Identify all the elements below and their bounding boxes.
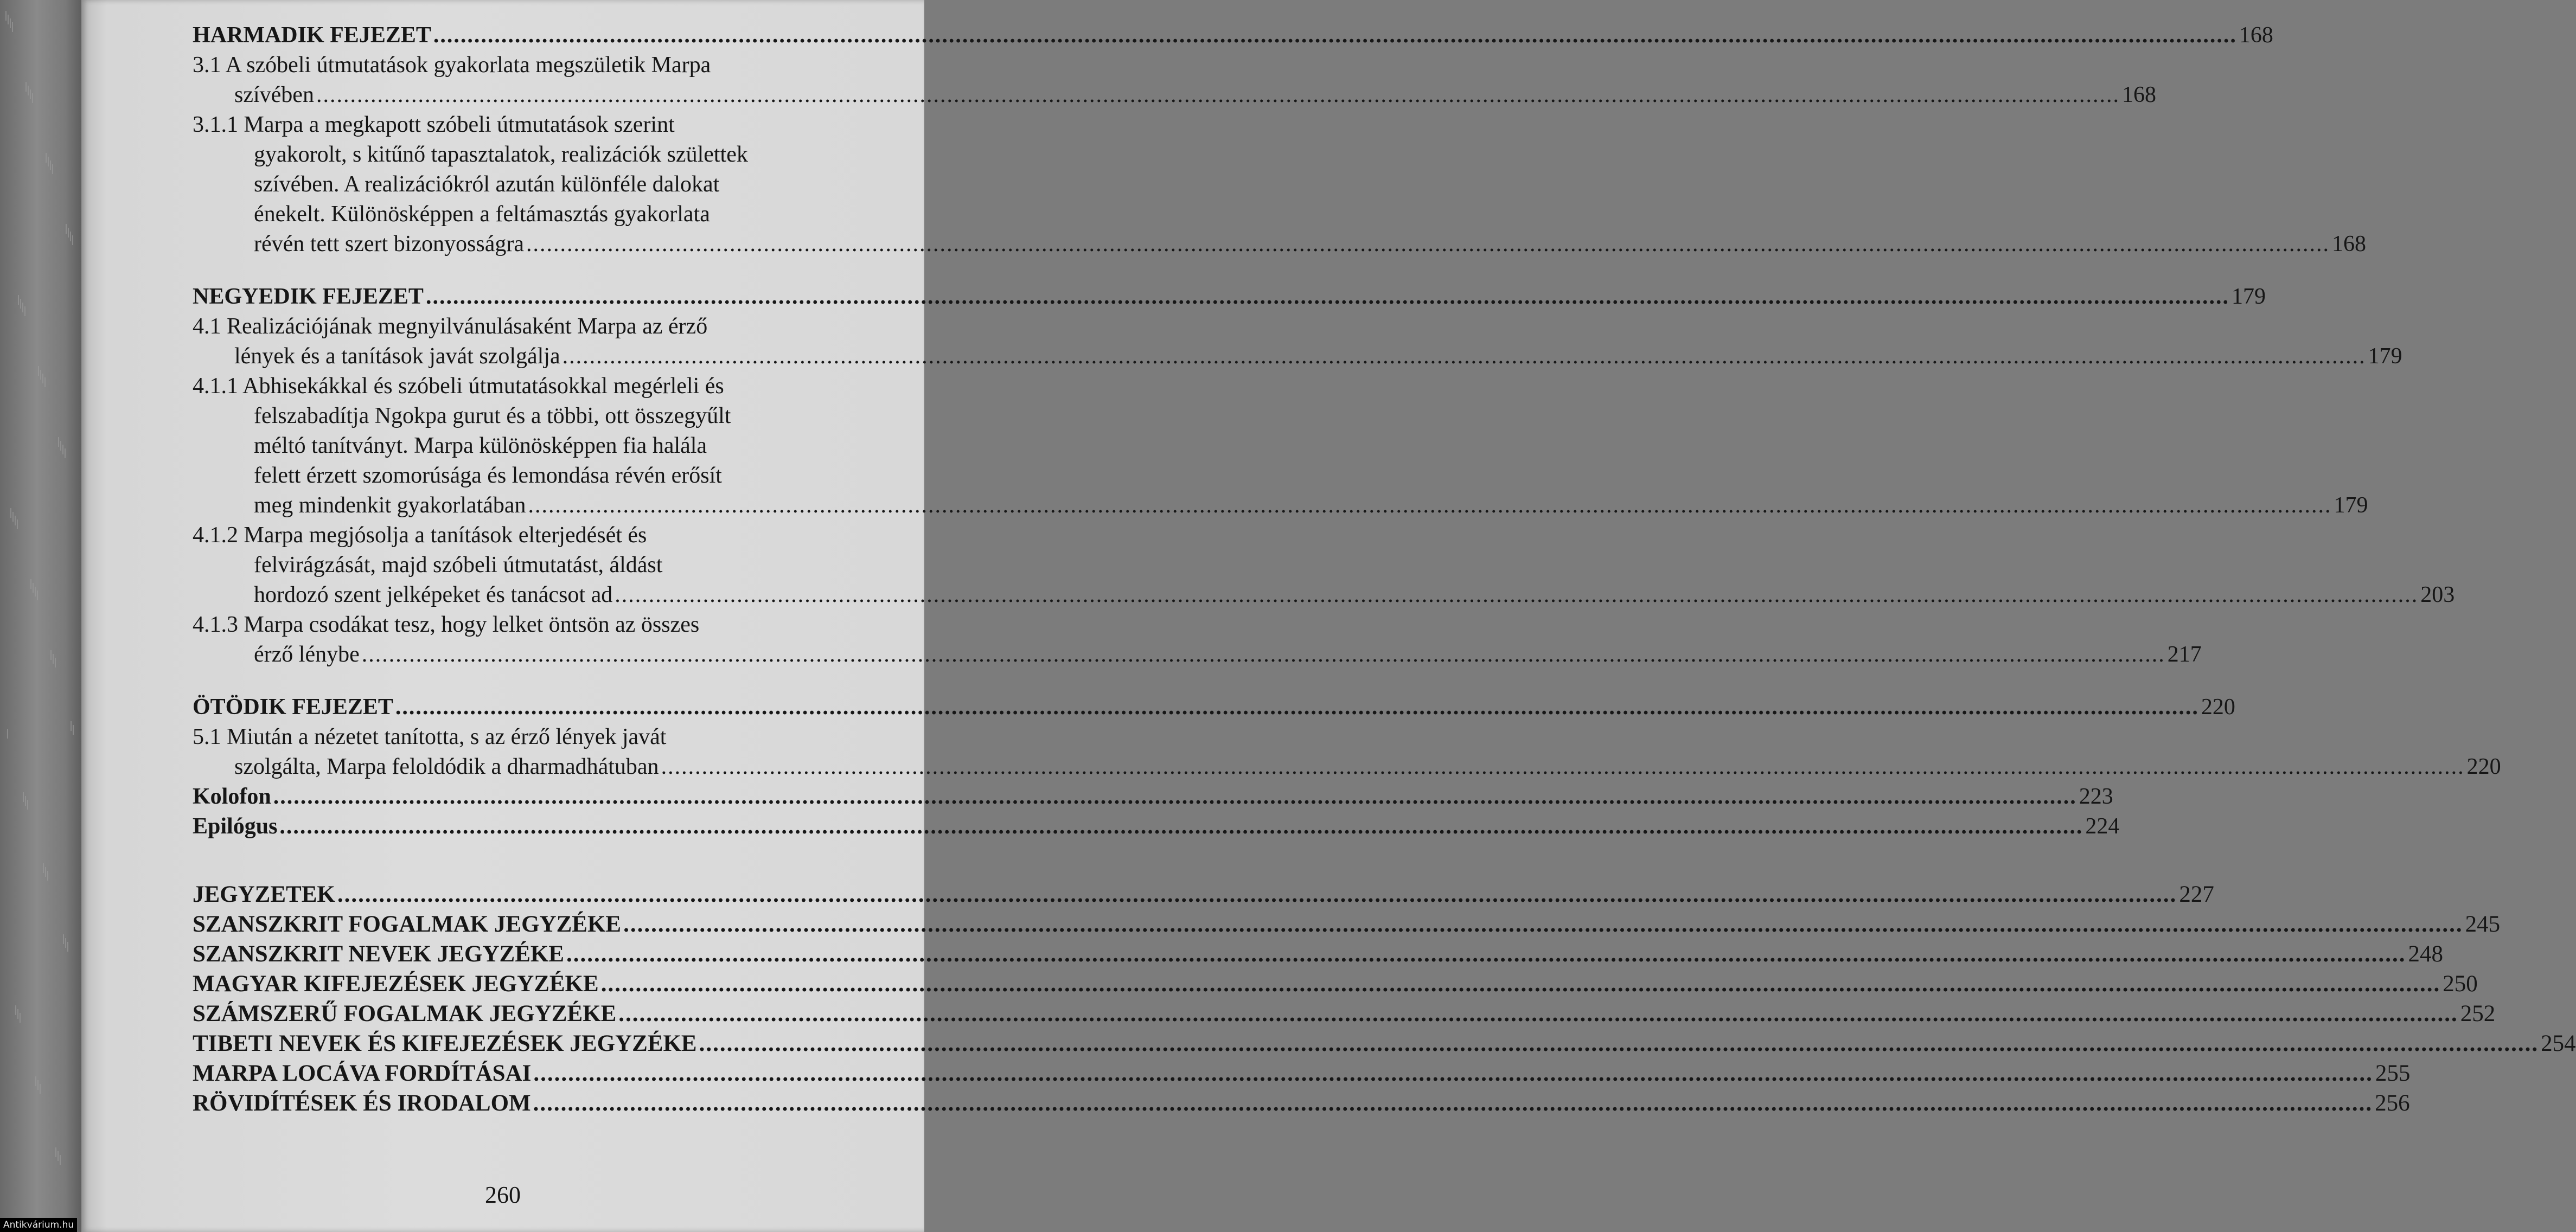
- spine-texture-mark: [58, 437, 59, 447]
- spine-texture-mark: [25, 796, 26, 806]
- toc-line: [193, 550, 967, 580]
- toc-line: [193, 461, 967, 491]
- toc-page-number: 256: [2375, 1090, 2410, 1116]
- toc-line: [193, 909, 2501, 939]
- toc-entry-bold-entry: [193, 812, 2120, 842]
- spine-texture-mark: [66, 224, 67, 234]
- spine-texture-mark: [15, 516, 16, 525]
- toc-line: [193, 401, 967, 431]
- toc-line-text: szívében: [234, 82, 314, 107]
- toc-line-text: hordozó szent jelképeket és tanácsot ad: [254, 582, 613, 607]
- toc-line-text: RÖVIDÍTÉSEK ÉS IRODALOM: [193, 1090, 531, 1116]
- toc-line-text: SZÁMSZERŰ FOGALMAK JEGYZÉKE: [193, 1001, 617, 1026]
- spine-texture-mark: [65, 448, 66, 458]
- toc-line-text: ÖTÖDIK FEJEZET: [193, 695, 393, 720]
- dot-leader: [601, 969, 2441, 999]
- toc-entry-section: [193, 110, 2366, 259]
- spine-texture-mark: [45, 867, 46, 877]
- toc-line: [193, 880, 2214, 909]
- toc-line-text: 5.1 Miután a nézetet tanította, s az érző lények javát: [193, 724, 667, 749]
- book-spine-shadow: [0, 0, 81, 1232]
- spine-texture-mark: [35, 1076, 36, 1086]
- toc-line-text: Epilógus: [193, 814, 278, 839]
- book-page: [81, 0, 2576, 1232]
- spine-texture-mark: [23, 792, 24, 802]
- spine-texture-mark: [27, 800, 28, 810]
- toc-line-text: NEGYEDIK FEJEZET: [193, 284, 424, 309]
- toc-line: [193, 1058, 2411, 1088]
- spine-texture-mark: [40, 1084, 41, 1094]
- toc-page-number: 220: [2201, 695, 2235, 720]
- dot-leader: [533, 1088, 2373, 1118]
- dot-leader: [661, 752, 2465, 782]
- toc-line-text: 3.1.1 Marpa a megkapott szóbeli útmutatások szerint: [193, 112, 675, 137]
- dot-leader: [279, 812, 2083, 842]
- dot-leader: [562, 342, 2366, 371]
- toc-page-number: 248: [2408, 941, 2444, 967]
- spine-texture-mark: [73, 725, 74, 735]
- toc-page-number: 227: [2179, 882, 2214, 907]
- spine-texture-mark: [38, 366, 39, 376]
- dot-leader: [699, 1029, 2539, 1058]
- toc-entry-index: [193, 939, 2444, 969]
- dot-leader: [526, 229, 2330, 259]
- toc-page-number: 168: [2239, 23, 2273, 48]
- table-of-contents: [193, 21, 2576, 1118]
- toc-entry-chapter: [193, 692, 2235, 722]
- dot-leader: [362, 640, 2165, 670]
- toc-line-text: 4.1.1 Abhisekákkal és szóbeli útmutatásokkal megérleli és: [193, 374, 724, 399]
- dot-leader: [433, 21, 2237, 50]
- toc-line-text: 4.1.3 Marpa csodákat tesz, hogy lelket öntsön az összes: [193, 612, 700, 637]
- toc-page-number: 217: [2167, 642, 2202, 667]
- toc-page-number: 252: [2460, 1001, 2496, 1026]
- dot-leader: [337, 880, 2177, 909]
- toc-line: [193, 640, 2202, 670]
- toc-line: [193, 722, 967, 752]
- spine-texture-mark: [24, 306, 25, 316]
- toc-line-text: Kolofon: [193, 784, 271, 809]
- toc-page-number: 168: [2331, 232, 2366, 256]
- toc-entry-index: [193, 999, 2496, 1029]
- spine-texture-mark: [50, 650, 52, 660]
- toc-line-text: felszabadítja Ngokpa gurut és a többi, ott összegyűlt: [254, 403, 731, 428]
- toc-line-text: felvirágzását, majd szóbeli útmutatást, áldást: [254, 553, 663, 578]
- spine-texture-mark: [10, 18, 11, 28]
- spine-texture-mark: [33, 583, 34, 593]
- toc-line-text: TIBETI NEVEK ÉS KIFEJEZÉSEK JEGYZÉKE: [193, 1031, 697, 1056]
- spine-texture-mark: [70, 232, 71, 241]
- toc-line: [193, 80, 2156, 110]
- spine-texture-mark: [28, 86, 29, 95]
- spine-texture-mark: [43, 863, 44, 873]
- spine-texture-mark: [53, 654, 54, 664]
- spine-texture-mark: [30, 579, 31, 589]
- toc-entry-index: [193, 1058, 2411, 1088]
- spine-texture-mark: [50, 161, 51, 170]
- toc-entry-index: [193, 1088, 2410, 1118]
- toc-line: [193, 752, 2501, 782]
- spine-texture-mark: [15, 1005, 16, 1015]
- toc-line: [193, 521, 967, 550]
- toc-line: [193, 50, 967, 80]
- spine-texture-mark: [67, 942, 68, 952]
- toc-line: [193, 812, 2120, 842]
- dot-leader: [533, 1058, 2373, 1088]
- toc-line-text: HARMADIK FEJEZET: [193, 23, 431, 48]
- toc-line: [193, 692, 2235, 722]
- toc-page-number: 179: [2368, 344, 2402, 369]
- toc-line: [193, 282, 2266, 312]
- spine-texture-mark: [17, 1009, 18, 1019]
- dot-leader: [566, 939, 2406, 969]
- spine-texture-mark: [57, 1151, 59, 1161]
- spine-texture-mark: [47, 871, 48, 881]
- toc-page-number: 245: [2465, 912, 2501, 937]
- toc-line: [193, 312, 967, 342]
- toc-page-number: 168: [2121, 82, 2156, 107]
- spine-texture-mark: [25, 82, 27, 92]
- toc-page-number: 223: [2079, 784, 2113, 809]
- toc-line: [193, 491, 2368, 521]
- toc-entry-chapter: [193, 21, 2273, 50]
- toc-line: [193, 170, 967, 200]
- toc-line: [193, 110, 967, 140]
- dot-leader: [395, 692, 2199, 722]
- spine-texture-mark: [62, 445, 63, 454]
- toc-entry-section: [193, 722, 2501, 782]
- toc-page-number: 179: [2334, 493, 2368, 518]
- dot-leader: [623, 909, 2463, 939]
- spine-texture-mark: [17, 519, 18, 529]
- toc-entry-bold-entry: [193, 782, 2113, 812]
- spine-texture-mark: [46, 153, 47, 163]
- toc-line-text: méltó tanítványt. Marpa különösképpen fia halála: [254, 433, 707, 458]
- spine-texture-mark: [7, 729, 8, 739]
- toc-page-number: 255: [2375, 1061, 2411, 1086]
- toc-line: [193, 580, 2455, 610]
- toc-line: [193, 200, 967, 229]
- toc-line-text: énekelt. Különösképpen a feltámasztás gyakorlata: [254, 202, 710, 227]
- dot-leader: [426, 282, 2229, 312]
- spine-texture-mark: [12, 512, 14, 522]
- toc-line-text: lények és a tanítások javát szolgálja: [234, 344, 560, 369]
- toc-line-text: felett érzett szomorúsága és lemondása révén erősít: [254, 463, 722, 488]
- spine-texture-mark: [65, 938, 66, 948]
- toc-entry-section: [193, 371, 2368, 521]
- toc-line: [193, 21, 2273, 50]
- toc-line-text: 4.1 Realizációjának megnyilvánulásaként Marpa az érző: [193, 314, 708, 339]
- spine-texture-mark: [10, 508, 11, 518]
- toc-entry-index: [193, 1029, 2576, 1058]
- toc-line: [193, 431, 967, 461]
- toc-page-number: 179: [2231, 284, 2266, 309]
- toc-line: [193, 229, 2366, 259]
- toc-line: [193, 969, 2478, 999]
- toc-line-text: MARPA LOCÁVA FORDÍTÁSAI: [193, 1061, 532, 1086]
- toc-line: [193, 999, 2496, 1029]
- spine-texture-mark: [30, 89, 31, 99]
- spine-texture-mark: [18, 295, 19, 305]
- spine-texture-mark: [55, 658, 56, 668]
- toc-line: [193, 1088, 2410, 1118]
- section-spacer: [193, 670, 967, 692]
- spine-texture-mark: [55, 1147, 56, 1157]
- toc-line-text: 4.1.2 Marpa megjósolja a tanítások elterjedését és: [193, 523, 647, 548]
- toc-line-text: JEGYZETEK: [193, 882, 335, 907]
- toc-page-number: 254: [2541, 1031, 2576, 1056]
- toc-line-text: érző lénybe: [254, 642, 360, 667]
- toc-page-number: 220: [2466, 754, 2501, 779]
- toc-line: [193, 342, 2402, 371]
- spine-texture-mark: [63, 934, 64, 944]
- spine-texture-mark: [20, 299, 21, 309]
- toc-line-text: szívében. A realizációkról azután különféle dalokat: [254, 172, 720, 197]
- toc-line-text: révén tett szert bizonyosságra: [254, 232, 524, 256]
- page-number: 260: [485, 1182, 521, 1208]
- spine-texture-mark: [52, 164, 53, 174]
- spine-texture-mark: [20, 1013, 21, 1023]
- spine-texture-mark: [40, 370, 41, 380]
- spine-texture-mark: [60, 441, 61, 451]
- spine-texture-mark: [5, 11, 7, 21]
- spine-texture-mark: [48, 157, 49, 166]
- toc-entry-section: [193, 610, 2202, 670]
- dot-leader: [615, 580, 2418, 610]
- toc-line-text: SZANSZKRIT FOGALMAK JEGYZÉKE: [193, 912, 622, 937]
- toc-line: [193, 610, 967, 640]
- toc-page-number: 224: [2085, 814, 2120, 839]
- toc-line-text: meg mindenkit gyakorlatában: [254, 493, 526, 518]
- toc-entry-index: [193, 969, 2478, 999]
- spine-texture-mark: [42, 374, 43, 383]
- toc-entry-chapter: [193, 282, 2266, 312]
- spine-texture-mark: [32, 93, 33, 103]
- toc-line-text: 3.1 A szóbeli útmutatások gyakorlata megszületik Marpa: [193, 53, 711, 78]
- spine-texture-mark: [37, 591, 38, 600]
- dot-leader: [273, 782, 2077, 812]
- toc-page-number: 250: [2443, 971, 2478, 997]
- toc-entry-section: [193, 50, 2156, 110]
- spine-texture-mark: [35, 587, 36, 596]
- toc-line-text: gyakorolt, s kitűnő tapasztalatok, realizációk születtek: [254, 142, 748, 167]
- spine-texture-mark: [60, 1155, 61, 1165]
- toc-line-text: SZANSZKRIT NEVEK JEGYZÉKE: [193, 941, 565, 967]
- toc-line-text: szolgálta, Marpa feloldódik a dharmadhátuban: [234, 754, 659, 779]
- toc-entry-index: [193, 880, 2214, 909]
- toc-line: [193, 782, 2113, 812]
- spine-texture-mark: [22, 303, 23, 312]
- dot-leader: [618, 999, 2458, 1029]
- dot-leader: [316, 80, 2120, 110]
- toc-line: [193, 140, 967, 170]
- spine-texture-mark: [37, 1080, 39, 1090]
- spine-texture-mark: [71, 721, 72, 731]
- spine-texture-mark: [8, 15, 9, 24]
- toc-entry-index: [193, 909, 2501, 939]
- toc-line: [193, 1029, 2576, 1058]
- section-spacer: [193, 842, 967, 880]
- spine-texture-mark: [12, 22, 13, 32]
- dot-leader: [528, 491, 2332, 521]
- toc-page-number: 203: [2420, 582, 2455, 607]
- spine-texture-mark: [44, 377, 46, 387]
- toc-line: [193, 371, 967, 401]
- toc-line: [193, 939, 2444, 969]
- toc-entry-section: [193, 312, 2402, 371]
- spine-texture-mark: [72, 235, 73, 245]
- watermark-logo: Antikvárium.hu: [0, 1218, 77, 1232]
- spine-texture-mark: [68, 228, 69, 238]
- toc-line-text: MAGYAR KIFEJEZÉSEK JEGYZÉKE: [193, 971, 599, 997]
- section-spacer: [193, 259, 967, 282]
- toc-entry-section: [193, 521, 2455, 610]
